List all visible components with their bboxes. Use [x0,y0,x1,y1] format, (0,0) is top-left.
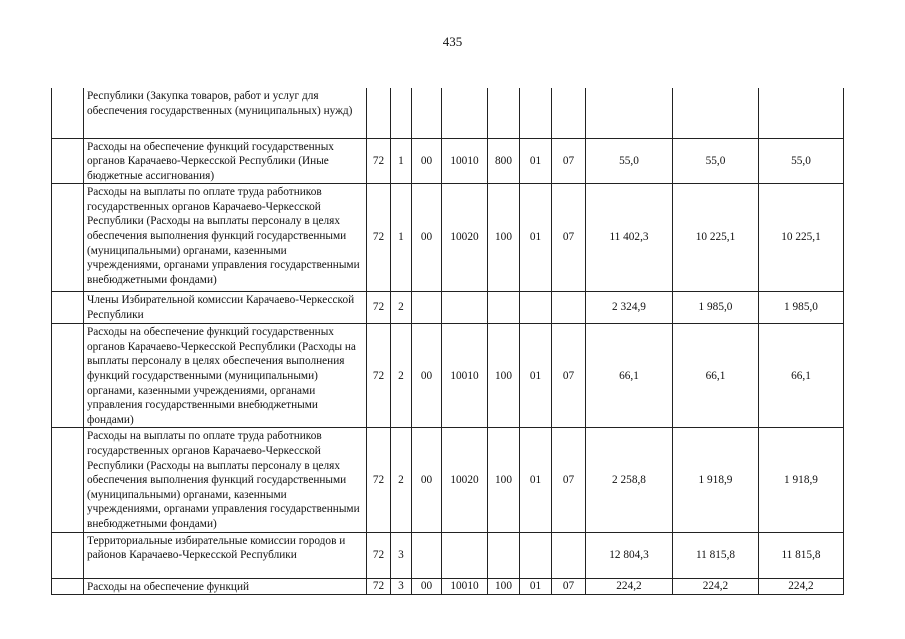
row-number-cell [52,88,84,138]
table-row [52,578,844,595]
value-col-1-cell: 55,0 [586,138,673,184]
code-col-6-cell [520,532,552,578]
code-col-3-cell: 00 [412,578,442,595]
code-col-2-cell [391,88,412,138]
code-col-5-cell [488,532,520,578]
code-col-4-cell: 10010 [442,324,488,428]
code-col-5-cell: 100 [488,578,520,595]
expense-name-cell: Территориальные избирательные комиссии городов и районов Карачаево-Черкесской Республики [84,532,367,578]
value-col-2-cell: 224,2 [673,578,759,595]
expense-name-cell: Расходы на выплаты по оплате труда работников государственных органов Карачаево-Черкесской Республики (Расходы на выплаты персоналу в целях обеспечения выполнения функций государственными (муниципальными) органами, казенными учреждениями, органами управления государственными внебюджетными фондами) [84,428,367,532]
value-col-1-cell: 2 324,9 [586,292,673,324]
code-col-7-cell: 07 [552,184,586,292]
code-col-1-cell: 72 [367,428,391,532]
budget-table [51,88,844,595]
code-col-4-cell: 10010 [442,138,488,184]
value-col-2-cell [673,88,759,138]
code-col-2-cell: 2 [391,324,412,428]
expense-name-cell: Расходы на обеспечение функций [84,578,367,595]
table-row [52,88,844,138]
expense-name-cell: Расходы на обеспечение функций государственных органов Карачаево-Черкесской Республики (Расходы на выплаты персоналу в целях обеспечения выполнения функций государственными (муниципальными) органами, казенными учреждениями, органами управления государственными внебюджетными фондами) [84,324,367,428]
page-number: 435 [442,34,463,49]
value-col-2-cell: 66,1 [673,324,759,428]
value-col-2-cell: 1 985,0 [673,292,759,324]
expense-name-cell: Расходы на выплаты по оплате труда работников государственных органов Карачаево-Черкесской Республики (Расходы на выплаты персоналу в целях обеспечения выполнения функций государственными (муниципальными) органами, казенными учреждениями, органами управления государственными внебюджетными фондами) [84,184,367,292]
code-col-6-cell: 01 [520,578,552,595]
row-number-cell [52,428,84,532]
value-col-1-cell: 2 258,8 [586,428,673,532]
table-row [52,292,844,324]
row-number-cell [52,532,84,578]
value-col-2-cell: 1 918,9 [673,428,759,532]
code-col-4-cell [442,88,488,138]
code-col-4-cell: 10020 [442,428,488,532]
value-col-1-cell: 11 402,3 [586,184,673,292]
code-col-2-cell: 3 [391,578,412,595]
code-col-5-cell: 100 [488,428,520,532]
value-col-1-cell [586,88,673,138]
table-row [52,184,844,292]
value-col-2-cell: 55,0 [673,138,759,184]
table-row [52,428,844,532]
code-col-2-cell: 2 [391,292,412,324]
code-col-4-cell: 10010 [442,578,488,595]
code-col-7-cell [552,532,586,578]
row-number-cell [52,578,84,595]
code-col-3-cell [412,88,442,138]
row-number-cell [52,138,84,184]
code-col-3-cell [412,532,442,578]
code-col-2-cell: 1 [391,184,412,292]
code-col-5-cell [488,292,520,324]
value-col-1-cell: 224,2 [586,578,673,595]
code-col-2-cell: 3 [391,532,412,578]
code-col-5-cell [488,88,520,138]
table-row [52,324,844,428]
code-col-3-cell: 00 [412,138,442,184]
code-col-4-cell [442,292,488,324]
expense-name-cell: Члены Избирательной комиссии Карачаево-Черкесской Республики [84,292,367,324]
code-col-1-cell [367,88,391,138]
expense-name-cell: Республики (Закупка товаров, работ и услуг для обеспечения государственных (муниципальных) нужд) [84,88,367,138]
expense-name-cell: Расходы на обеспечение функций государственных органов Карачаево-Черкесской Республики (Иные бюджетные ассигнования) [84,138,367,184]
code-col-1-cell: 72 [367,138,391,184]
code-col-5-cell: 100 [488,184,520,292]
code-col-1-cell: 72 [367,292,391,324]
code-col-3-cell [412,292,442,324]
table-row [52,138,844,184]
value-col-3-cell: 66,1 [759,324,844,428]
code-col-5-cell: 100 [488,324,520,428]
code-col-6-cell: 01 [520,324,552,428]
code-col-6-cell [520,292,552,324]
value-col-3-cell: 55,0 [759,138,844,184]
code-col-3-cell: 00 [412,324,442,428]
row-number-cell [52,184,84,292]
code-col-1-cell: 72 [367,532,391,578]
row-number-cell [52,324,84,428]
code-col-6-cell: 01 [520,428,552,532]
value-col-2-cell: 10 225,1 [673,184,759,292]
table-row [52,532,844,578]
row-number-cell [52,292,84,324]
code-col-6-cell [520,88,552,138]
value-col-1-cell: 66,1 [586,324,673,428]
code-col-1-cell: 72 [367,578,391,595]
value-col-3-cell: 1 985,0 [759,292,844,324]
value-col-3-cell: 10 225,1 [759,184,844,292]
value-col-3-cell [759,88,844,138]
code-col-7-cell: 07 [552,138,586,184]
value-col-2-cell: 11 815,8 [673,532,759,578]
code-col-1-cell: 72 [367,184,391,292]
code-col-6-cell: 01 [520,138,552,184]
code-col-3-cell: 00 [412,184,442,292]
value-col-1-cell: 12 804,3 [586,532,673,578]
value-col-3-cell: 1 918,9 [759,428,844,532]
code-col-7-cell [552,292,586,324]
code-col-2-cell: 1 [391,138,412,184]
code-col-7-cell: 07 [552,324,586,428]
code-col-1-cell: 72 [367,324,391,428]
code-col-3-cell: 00 [412,428,442,532]
code-col-2-cell: 2 [391,428,412,532]
code-col-5-cell: 800 [488,138,520,184]
code-col-6-cell: 01 [520,184,552,292]
code-col-7-cell: 07 [552,428,586,532]
code-col-7-cell [552,88,586,138]
value-col-3-cell: 11 815,8 [759,532,844,578]
value-col-3-cell: 224,2 [759,578,844,595]
code-col-7-cell: 07 [552,578,586,595]
table-body [52,88,844,595]
code-col-4-cell [442,532,488,578]
code-col-4-cell: 10020 [442,184,488,292]
